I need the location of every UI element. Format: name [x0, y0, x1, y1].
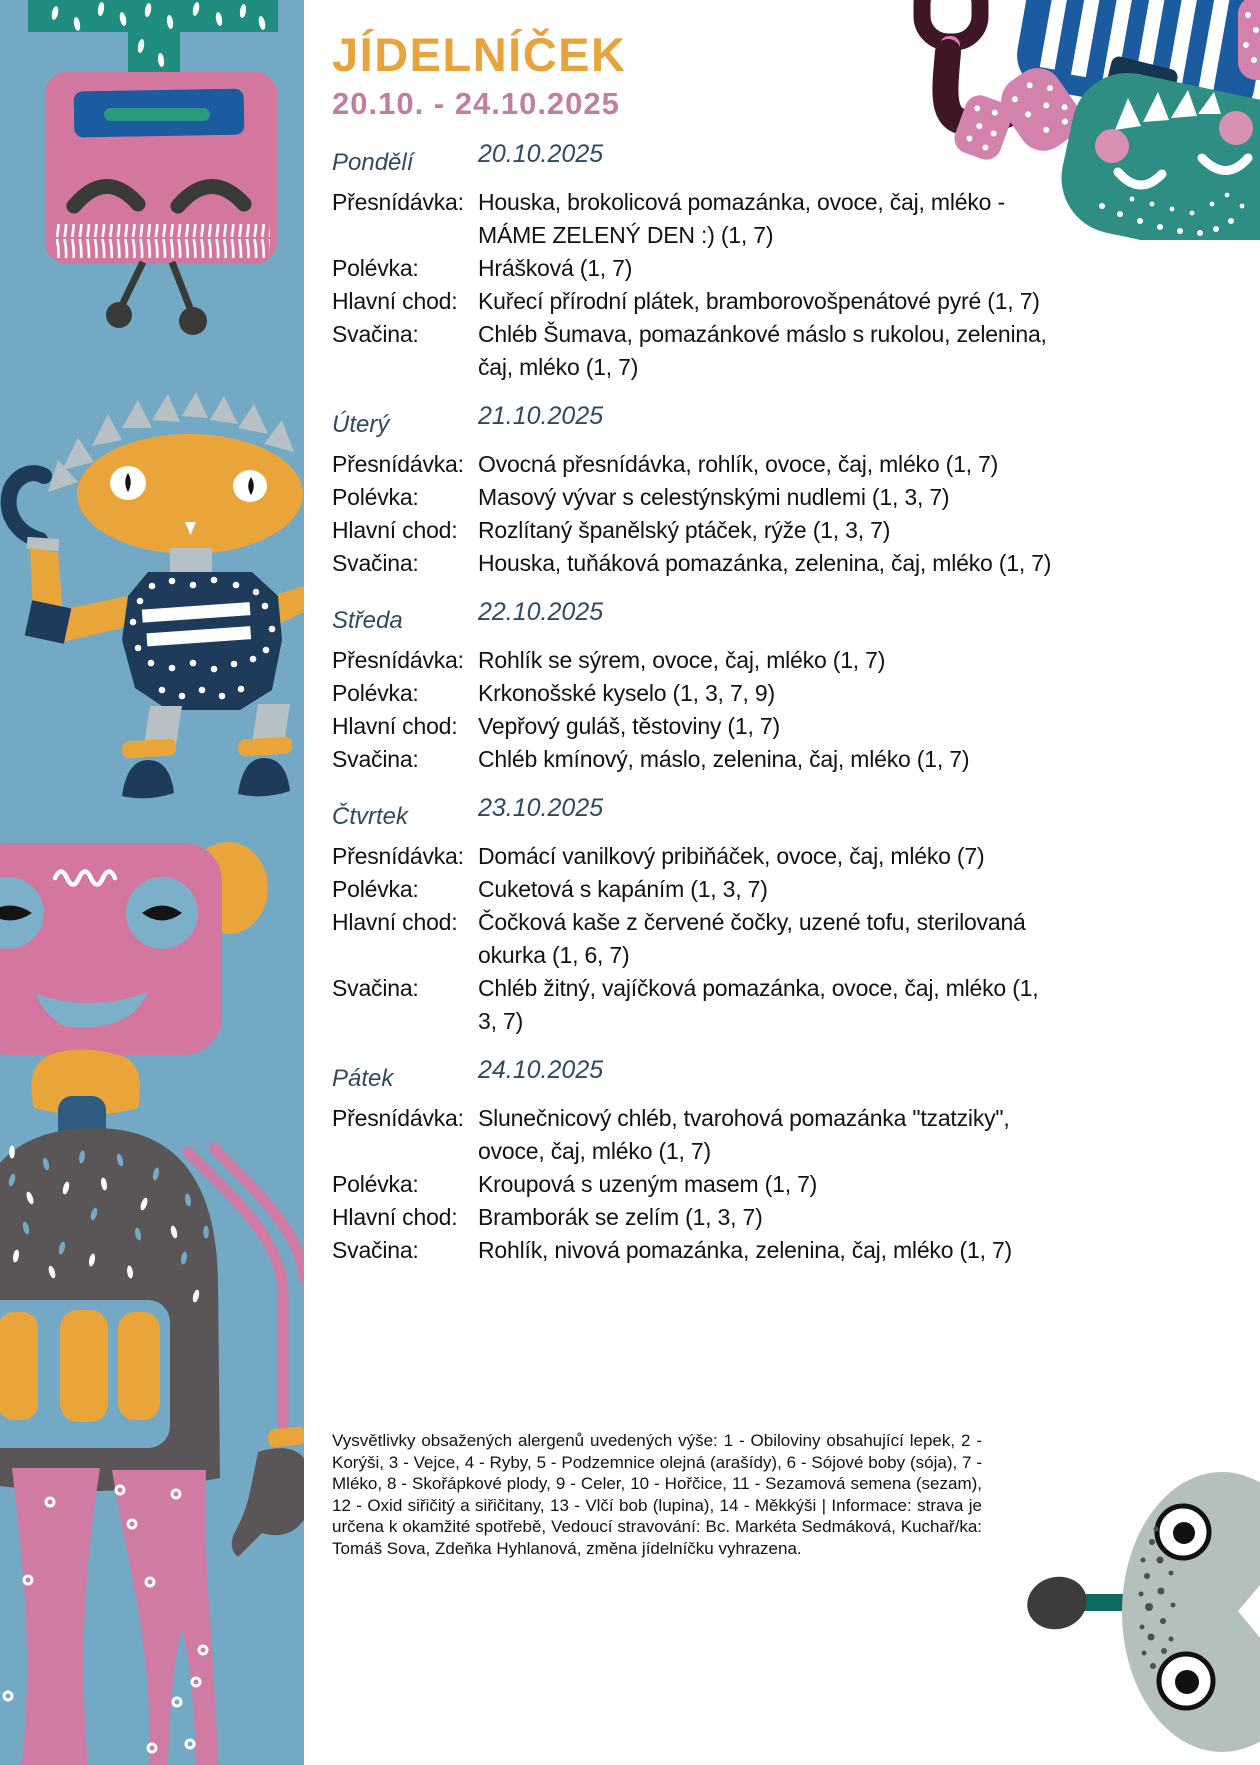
- meal-label: Hlavní chod:: [332, 517, 458, 544]
- meal-label: Přesnídávka:: [332, 1105, 464, 1132]
- day-date: 22.10.2025: [478, 598, 604, 627]
- meal-value: Rozlítaný španělský ptáček, rýže (1, 3, 7): [478, 517, 891, 544]
- meal-value: Cuketová s kapáním (1, 3, 7): [478, 876, 768, 903]
- meal-value: Hrášková (1, 7): [478, 255, 633, 282]
- menu-row: [332, 1234, 1062, 1267]
- menu-row: [332, 481, 1062, 514]
- meal-label: Hlavní chod:: [332, 1204, 458, 1231]
- menu: [332, 140, 1062, 1267]
- sidebar-illustration: [0, 0, 304, 1765]
- day-rows: [332, 840, 1062, 1038]
- menu-row: [332, 318, 1062, 384]
- meal-value: Domácí vanilkový pribiňáček, ovoce, čaj, mléko (7): [478, 843, 985, 870]
- menu-row: [332, 514, 1062, 547]
- meal-value: Ovocná přesnídávka, rohlík, ovoce, čaj, mléko (1, 7): [478, 451, 999, 478]
- menu-day: [332, 402, 1062, 580]
- day-name: Úterý: [332, 411, 390, 439]
- day-name: Středa: [332, 607, 403, 635]
- meal-value: Rohlík, nivová pomazánka, zelenina, čaj, mléko (1, 7): [478, 1237, 1012, 1264]
- meal-value: Chléb Šumava, pomazánkové máslo s rukolou, zelenina, čaj, mléko (1, 7): [478, 321, 1047, 381]
- meal-value: Čočková kaše z červené čočky, uzené tofu, sterilovaná okurka (1, 6, 7): [478, 909, 1026, 969]
- menu-day: [332, 1056, 1062, 1267]
- day-header: [332, 140, 1062, 177]
- meal-label: Svačina:: [332, 550, 419, 577]
- main-content: [304, 0, 1260, 1765]
- meal-label: Přesnídávka:: [332, 189, 464, 216]
- meal-label: Polévka:: [332, 255, 419, 282]
- menu-row: [332, 710, 1062, 743]
- meal-value: Bramborák se zelím (1, 3, 7): [478, 1204, 763, 1231]
- meal-label: Svačina:: [332, 975, 419, 1002]
- menu-row: [332, 186, 1062, 252]
- meal-value: Chléb kmínový, máslo, zelenina, čaj, mléko (1, 7): [478, 746, 970, 773]
- day-header: [332, 794, 1062, 831]
- menu-row: [332, 547, 1062, 580]
- day-header: [332, 598, 1062, 635]
- menu-row: [332, 448, 1062, 481]
- menu-row: [332, 972, 1062, 1038]
- menu-days: [332, 140, 1062, 1267]
- menu-row: [332, 1102, 1062, 1168]
- meal-value: Masový vývar s celestýnskými nudlemi (1, 3, 7): [478, 484, 950, 511]
- meal-label: Svačina:: [332, 321, 419, 348]
- menu-row: [332, 285, 1062, 318]
- menu-row: [332, 1201, 1062, 1234]
- window-bars: [0, 1310, 160, 1422]
- day-header: [332, 1056, 1062, 1093]
- page-title: JÍDELNÍČEK: [332, 28, 627, 81]
- day-rows: [332, 644, 1062, 776]
- meal-value: Kuřecí přírodní plátek, bramborovošpenátové pyré (1, 7): [478, 288, 1040, 315]
- day-name: Pátek: [332, 1065, 394, 1093]
- menu-row: [332, 840, 1062, 873]
- meal-label: Svačina:: [332, 1237, 419, 1264]
- meal-value: Krkonošské kyselo (1, 3, 7, 9): [478, 680, 775, 707]
- meal-value: Houska, brokolicová pomazánka, ovoce, čaj, mléko - MÁME ZELENÝ DEN :) (1, 7): [478, 189, 1005, 249]
- day-date: 20.10.2025: [478, 140, 604, 169]
- meal-label: Svačina:: [332, 746, 419, 773]
- menu-row: [332, 252, 1062, 285]
- day-name: Pondělí: [332, 149, 414, 177]
- meal-label: Přesnídávka:: [332, 451, 464, 478]
- meal-label: Hlavní chod:: [332, 909, 458, 936]
- day-date: 24.10.2025: [478, 1056, 604, 1085]
- day-rows: [332, 186, 1062, 384]
- meal-label: Polévka:: [332, 876, 419, 903]
- meal-label: Polévka:: [332, 484, 419, 511]
- meal-label: Hlavní chod:: [332, 288, 458, 315]
- menu-day: [332, 794, 1062, 1038]
- meal-value: Vepřový guláš, těstoviny (1, 7): [478, 713, 780, 740]
- date-range: 20.10. - 24.10.2025: [332, 86, 620, 122]
- meal-value: Rohlík se sýrem, ovoce, čaj, mléko (1, 7): [478, 647, 886, 674]
- meal-label: Přesnídávka:: [332, 843, 464, 870]
- menu-row: [332, 873, 1062, 906]
- day-rows: [332, 448, 1062, 580]
- menu-row: [332, 743, 1062, 776]
- meal-value: Houska, tuňáková pomazánka, zelenina, čaj, mléko (1, 7): [478, 550, 1052, 577]
- menu-day: [332, 598, 1062, 776]
- day-date: 21.10.2025: [478, 402, 604, 431]
- day-rows: [332, 1102, 1062, 1267]
- day-header: [332, 402, 1062, 439]
- day-name: Čtvrtek: [332, 803, 409, 831]
- meal-label: Polévka:: [332, 680, 419, 707]
- day-date: 23.10.2025: [478, 794, 604, 823]
- menu-row: [332, 677, 1062, 710]
- meal-value: Chléb žitný, vajíčková pomazánka, ovoce, čaj, mléko (1, 3, 7): [478, 975, 1039, 1035]
- meal-label: Polévka:: [332, 1171, 419, 1198]
- meal-value: Slunečnicový chléb, tvarohová pomazánka "tzatziky", ovoce, čaj, mléko (1, 7): [478, 1105, 1010, 1165]
- menu-row: [332, 1168, 1062, 1201]
- menu-row: [332, 906, 1062, 972]
- robots-illustration: [0, 0, 304, 1765]
- menu-row: [332, 644, 1062, 677]
- meal-label: Hlavní chod:: [332, 713, 458, 740]
- menu-day: [332, 140, 1062, 384]
- meal-value: Kroupová s uzeným masem (1, 7): [478, 1171, 818, 1198]
- allergen-footer: Vysvětlivky obsažených alergenů uvedených výše: 1 - Obiloviny obsahující lepek, 2 - Korýši, 3 - Vejce, 4 - Ryby, 5 - Podzemnice olejná (arašídy), 6 - Sójové boby (sója), 7 - Mléko, 8 - Skořápkové plody, 9 - Celer, 10 - Hořčice, 11 - Sezamová semena (sezam), 12 - Oxid siřičitý a siřičitany, 13 - Vlčí bob (lupina), 14 - Měkkýši | Informace: strava je určena k okamžité spotřebě, Vedoucí stravování: Bc. Markéta Sedmáková, Kuchař/ka: Tomáš Sova, Zdeňka Hyhlanová, změna jídelníčku vyhrazena.: [332, 1431, 982, 1558]
- meal-label: Přesnídávka:: [332, 647, 464, 674]
